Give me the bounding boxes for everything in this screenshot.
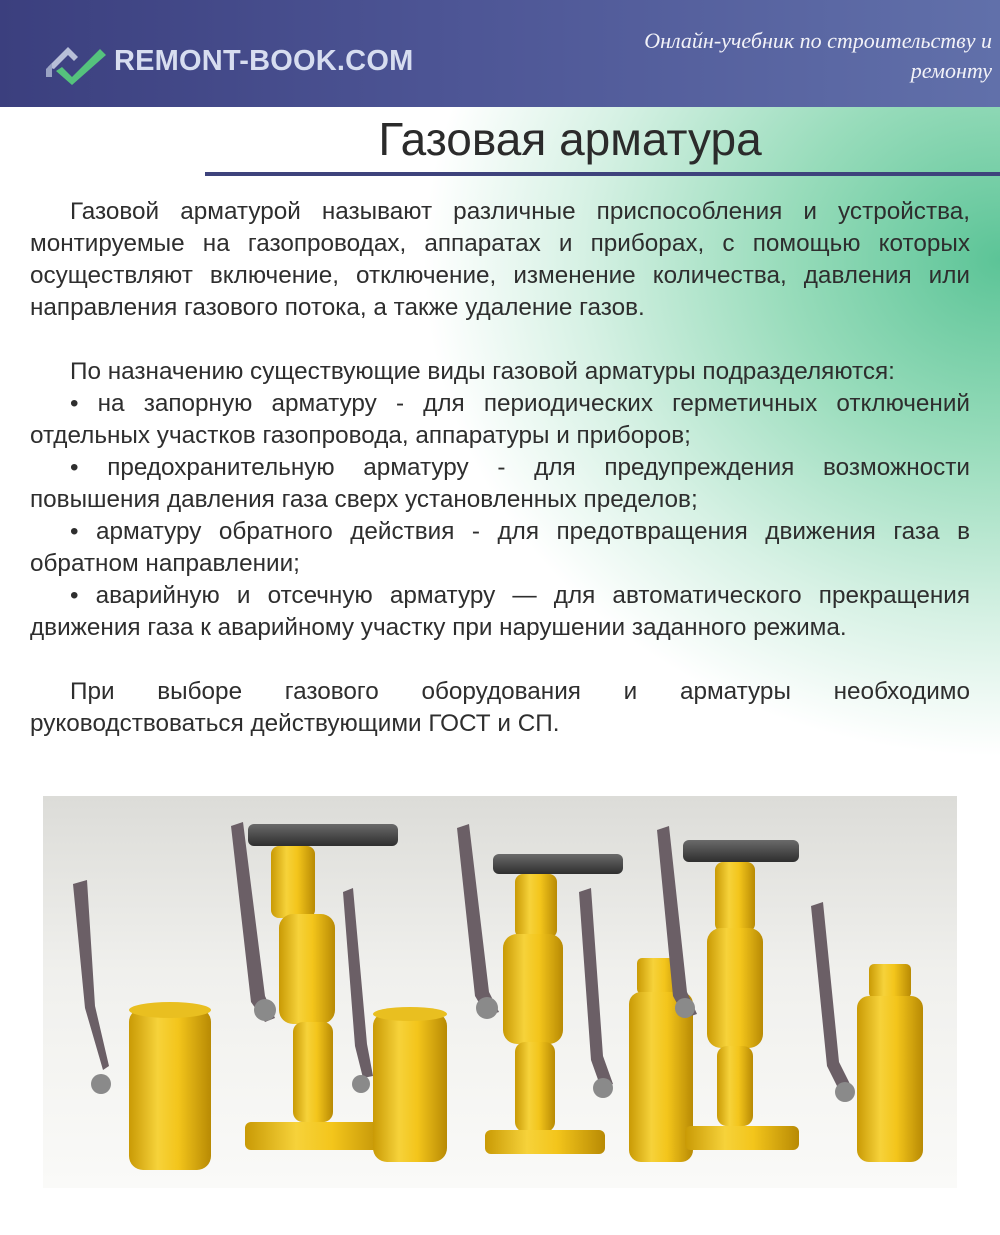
gas-valves-illustration: [43, 796, 957, 1188]
intro-paragraph: Газовой арматурой называют различные приспособления и устройства, монтируемые на газопроводах, аппаратах и приборах, с помощью которых осуществляют включение, отключение, изменение количества, давления или направления газового потока, а также удаление газов.: [30, 198, 970, 321]
ball-valve-1: [73, 880, 211, 1170]
site-tagline: Онлайн-учебник по строительству и ремонту: [644, 28, 992, 83]
valves-photo: [43, 796, 957, 1188]
site-header: [0, 0, 1000, 107]
page-title: Газовая арматура: [378, 113, 762, 165]
list-item: • на запорную арматуру - для периодических герметичных отключений отдельных участков газопровода, аппаратуры и приборов;: [30, 390, 970, 449]
title-underline: [205, 172, 1000, 176]
list-item: • арматуру обратного действия - для предотвращения движения газа в обратном направлении;: [30, 518, 970, 577]
house-check-icon: [44, 37, 108, 85]
threaded-valve-2: [811, 902, 923, 1162]
article-body: [30, 196, 970, 740]
closing-paragraph: При выборе газового оборудования и арматуры необходимо руководствоваться действующими ГОСТ и СП.: [30, 678, 970, 737]
list-intro: По назначению существующие виды газовой арматуры подразделяются:: [70, 358, 895, 385]
list-item: • предохранительную арматуру - для предупреждения возможности повышения давления газа сверх установленных пределов;: [30, 454, 970, 513]
site-logo[interactable]: [44, 36, 413, 86]
logo-text: REMONT-BOOK.COM: [114, 44, 414, 77]
flanged-valve-1: [231, 822, 398, 1150]
list-item: • аварийную и отсечную арматуру — для автоматического прекращения движения газа к аварийному участку при нарушении заданного режима.: [30, 582, 970, 641]
